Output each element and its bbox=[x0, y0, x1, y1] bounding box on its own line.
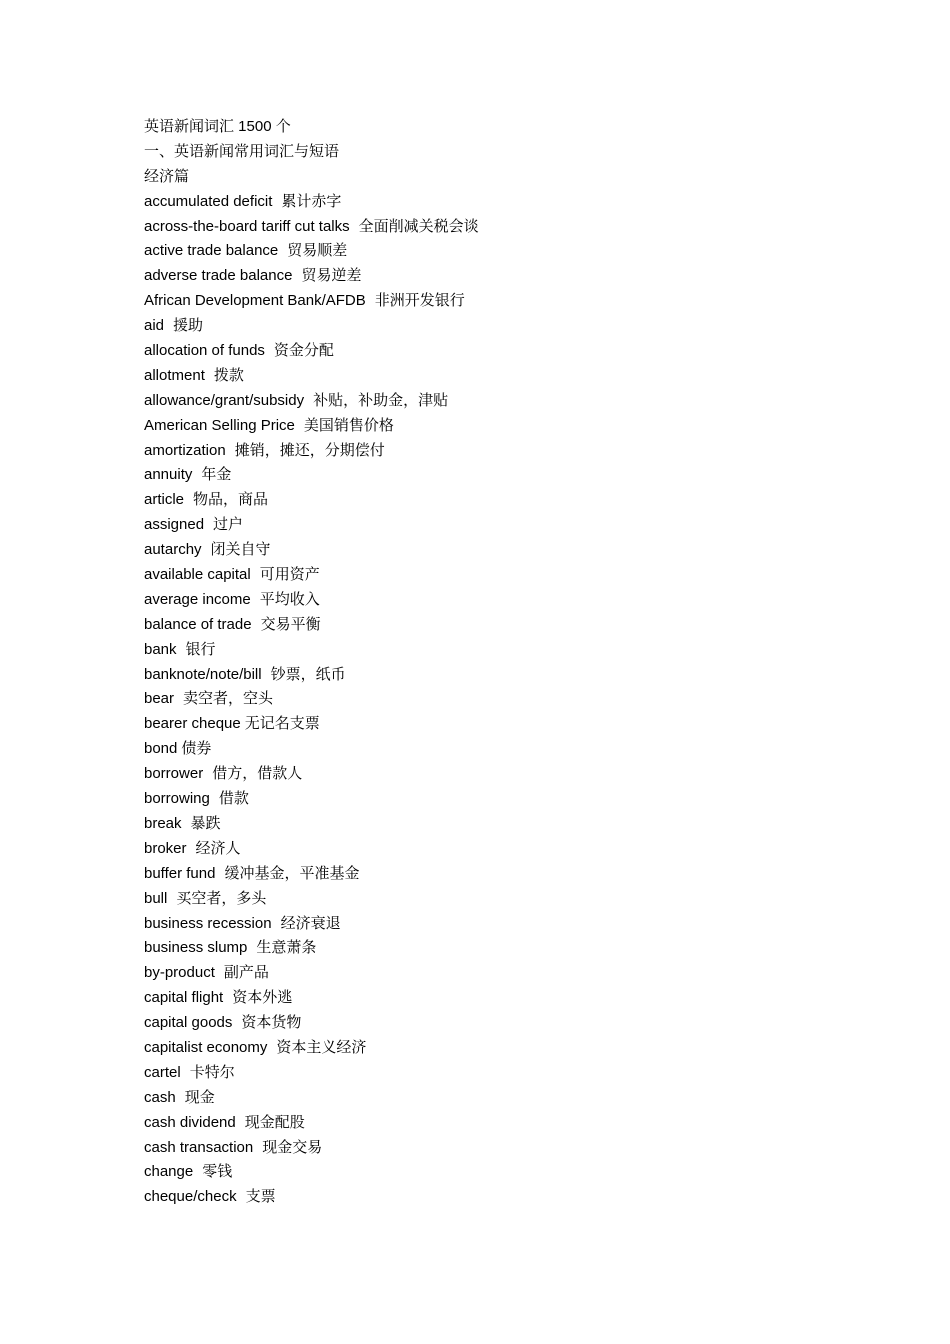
vocabulary-entry bbox=[144, 439, 904, 464]
entry-english-term: business slump bbox=[144, 939, 248, 957]
document-title: 英语新闻词汇 1500 个 bbox=[144, 118, 291, 135]
entry-english-term: article bbox=[144, 491, 185, 509]
subsection-heading: 经济篇 bbox=[144, 167, 190, 185]
entry-english-term: across-the-board tariff cut talks bbox=[144, 217, 350, 235]
entry-english-term: amortization bbox=[144, 441, 226, 459]
entry-chinese-translation: 援助 bbox=[173, 317, 204, 335]
entry-english-term: cash dividend bbox=[144, 1113, 236, 1131]
vocabulary-entry bbox=[144, 289, 904, 314]
entry-chinese-translation: 副产品 bbox=[223, 964, 269, 982]
vocabulary-entry bbox=[144, 787, 904, 812]
entry-english-term: capital flight bbox=[144, 989, 224, 1007]
entry-chinese-translation: 债券 bbox=[181, 740, 212, 758]
entry-chinese-translation: 生意萧条 bbox=[256, 939, 317, 957]
entry-chinese-translation: 买空者，多头 bbox=[176, 889, 267, 907]
entry-chinese-translation: 零钱 bbox=[202, 1163, 233, 1181]
entry-english-term: annuity bbox=[144, 466, 193, 484]
vocabulary-entry bbox=[144, 1185, 904, 1210]
entry-english-term: change bbox=[144, 1163, 194, 1181]
entry-english-term: American Selling Price bbox=[144, 416, 295, 434]
entry-chinese-translation: 年金 bbox=[201, 466, 232, 484]
entry-english-term: bearer cheque bbox=[144, 715, 241, 733]
entry-chinese-translation: 资金分配 bbox=[273, 342, 334, 360]
entry-chinese-translation: 钞票，纸币 bbox=[270, 665, 346, 683]
vocabulary-entry bbox=[144, 837, 904, 862]
entry-english-term: balance of trade bbox=[144, 615, 252, 633]
entry-chinese-translation: 闭关自守 bbox=[210, 541, 271, 559]
entry-english-term: banknote/note/bill bbox=[144, 665, 262, 683]
entry-chinese-translation: 物品，商品 bbox=[193, 491, 269, 509]
vocabulary-entry bbox=[144, 1086, 904, 1111]
entry-english-term: broker bbox=[144, 839, 187, 857]
entry-chinese-translation: 贸易逆差 bbox=[301, 267, 362, 285]
entry-chinese-translation: 资本货物 bbox=[241, 1014, 302, 1032]
vocabulary-entry bbox=[144, 862, 904, 887]
entry-english-term: average income bbox=[144, 590, 251, 608]
vocabulary-entry bbox=[144, 986, 904, 1011]
entry-chinese-translation: 现金交易 bbox=[262, 1138, 323, 1156]
entry-english-term: break bbox=[144, 814, 182, 832]
entry-chinese-translation: 无记名支票 bbox=[244, 715, 320, 733]
entry-english-term: bear bbox=[144, 690, 175, 708]
entry-chinese-translation: 缓冲基金，平准基金 bbox=[224, 864, 360, 882]
entry-chinese-translation: 平均收入 bbox=[259, 590, 320, 608]
entry-english-term: accumulated deficit bbox=[144, 192, 273, 210]
vocabulary-entry bbox=[144, 463, 904, 488]
entry-chinese-translation: 经济衰退 bbox=[280, 914, 341, 932]
vocabulary-entry bbox=[144, 538, 904, 563]
vocabulary-entry bbox=[144, 687, 904, 712]
entry-english-term: borrowing bbox=[144, 790, 210, 808]
vocabulary-entry bbox=[144, 314, 904, 339]
vocabulary-entry bbox=[144, 215, 904, 240]
vocabulary-entry bbox=[144, 1136, 904, 1161]
entry-english-term: aid bbox=[144, 317, 165, 335]
vocabulary-entry bbox=[144, 1160, 904, 1185]
vocabulary-entry bbox=[144, 712, 904, 737]
entry-chinese-translation: 摊销，摊还，分期偿付 bbox=[234, 441, 385, 459]
entry-english-term: allowance/grant/subsidy bbox=[144, 391, 305, 409]
entry-chinese-translation: 卖空者，空头 bbox=[183, 690, 274, 708]
vocabulary-entry bbox=[144, 613, 904, 638]
entry-chinese-translation: 拨款 bbox=[213, 366, 244, 384]
entry-chinese-translation: 过户 bbox=[213, 516, 244, 534]
vocabulary-entry bbox=[144, 239, 904, 264]
vocabulary-entry bbox=[144, 812, 904, 837]
vocabulary-list bbox=[144, 190, 904, 1211]
vocabulary-entry bbox=[144, 1036, 904, 1061]
vocabulary-entry bbox=[144, 190, 904, 215]
vocabulary-entry bbox=[144, 1111, 904, 1136]
entry-english-term: by-product bbox=[144, 964, 215, 982]
entry-chinese-translation: 贸易顺差 bbox=[287, 242, 348, 260]
entry-english-term: bond bbox=[144, 740, 178, 758]
entry-english-term: allocation of funds bbox=[144, 342, 265, 360]
entry-chinese-translation: 支票 bbox=[245, 1188, 276, 1206]
entry-english-term: capital goods bbox=[144, 1014, 233, 1032]
entry-english-term: bank bbox=[144, 640, 177, 658]
entry-english-term: borrower bbox=[144, 765, 204, 783]
entry-chinese-translation: 补贴，补助金，津贴 bbox=[313, 391, 449, 409]
vocabulary-entry bbox=[144, 563, 904, 588]
entry-chinese-translation: 可用资产 bbox=[259, 566, 320, 584]
entry-chinese-translation: 经济人 bbox=[195, 839, 241, 857]
vocabulary-entry bbox=[144, 264, 904, 289]
entry-chinese-translation: 美国销售价格 bbox=[303, 416, 394, 434]
vocabulary-entry bbox=[144, 488, 904, 513]
vocabulary-entry bbox=[144, 912, 904, 937]
section-heading: 一、英语新闻常用词汇与短语 bbox=[144, 142, 340, 160]
vocabulary-entry bbox=[144, 1011, 904, 1036]
entry-chinese-translation: 交易平衡 bbox=[260, 615, 321, 633]
entry-chinese-translation: 全面削减关税会谈 bbox=[358, 217, 479, 235]
entry-english-term: cheque/check bbox=[144, 1188, 237, 1206]
vocabulary-entry bbox=[144, 663, 904, 688]
entry-english-term: cash transaction bbox=[144, 1138, 254, 1156]
entry-chinese-translation: 借方，借款人 bbox=[212, 765, 303, 783]
vocabulary-entry bbox=[144, 936, 904, 961]
vocabulary-entry bbox=[144, 364, 904, 389]
vocabulary-entry bbox=[144, 588, 904, 613]
entry-chinese-translation: 暴跌 bbox=[190, 814, 221, 832]
entry-english-term: buffer fund bbox=[144, 864, 216, 882]
entry-chinese-translation: 银行 bbox=[185, 640, 216, 658]
entry-chinese-translation: 资本外逃 bbox=[232, 989, 293, 1007]
entry-chinese-translation: 现金 bbox=[184, 1088, 215, 1106]
vocabulary-entry bbox=[144, 414, 904, 439]
entry-english-term: business recession bbox=[144, 914, 272, 932]
entry-chinese-translation: 累计赤字 bbox=[281, 192, 342, 210]
vocabulary-entry bbox=[144, 887, 904, 912]
entry-chinese-translation: 非洲开发银行 bbox=[374, 292, 465, 310]
entry-chinese-translation: 卡特尔 bbox=[189, 1063, 235, 1081]
entry-english-term: cartel bbox=[144, 1063, 181, 1081]
vocabulary-entry bbox=[144, 513, 904, 538]
entry-english-term: bull bbox=[144, 889, 168, 907]
vocabulary-entry bbox=[144, 737, 904, 762]
entry-english-term: African Development Bank/AFDB bbox=[144, 292, 366, 310]
entry-chinese-translation: 资本主义经济 bbox=[276, 1038, 367, 1056]
vocabulary-entry bbox=[144, 638, 904, 663]
entry-english-term: cash bbox=[144, 1088, 176, 1106]
entry-english-term: active trade balance bbox=[144, 242, 279, 260]
entry-english-term: adverse trade balance bbox=[144, 267, 293, 285]
vocabulary-entry bbox=[144, 339, 904, 364]
entry-english-term: allotment bbox=[144, 366, 205, 384]
document-page bbox=[144, 115, 904, 1210]
entry-chinese-translation: 借款 bbox=[218, 790, 249, 808]
entry-chinese-translation: 现金配股 bbox=[244, 1113, 305, 1131]
vocabulary-entry bbox=[144, 1061, 904, 1086]
vocabulary-entry bbox=[144, 762, 904, 787]
entry-english-term: autarchy bbox=[144, 541, 202, 559]
vocabulary-entry bbox=[144, 961, 904, 986]
vocabulary-entry bbox=[144, 389, 904, 414]
entry-english-term: assigned bbox=[144, 516, 205, 534]
entry-english-term: available capital bbox=[144, 566, 251, 584]
entry-english-term: capitalist economy bbox=[144, 1038, 268, 1056]
